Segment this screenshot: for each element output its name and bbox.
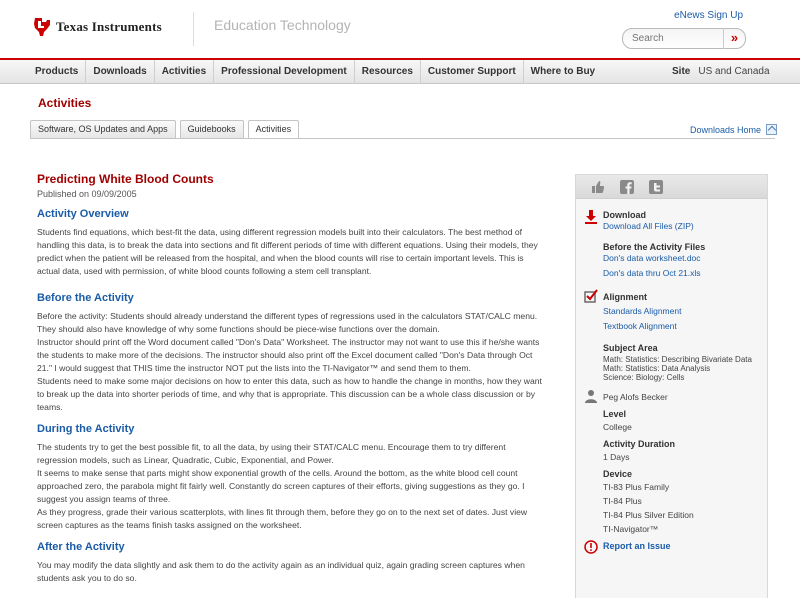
site-label: Site: [672, 66, 691, 77]
ti-logo[interactable]: [32, 16, 162, 38]
author-icon: [584, 389, 598, 403]
download-section: [576, 210, 767, 232]
subject-area-value: Math: Statistics: Describing Bivariate Data: [603, 355, 752, 364]
enews-signup-link[interactable]: eNews Sign Up: [674, 10, 743, 21]
subject-area-value: Science: Biology: Cells: [603, 373, 685, 382]
facebook-icon[interactable]: [619, 179, 634, 194]
twitter-icon[interactable]: [648, 179, 663, 194]
download-all-zip-link[interactable]: Download All Files (ZIP): [603, 221, 694, 231]
device-heading: Device: [603, 469, 633, 479]
activity-sidebar: [575, 174, 768, 598]
level-section: [576, 409, 767, 433]
author-section: [576, 391, 767, 403]
dons-data-worksheet-link[interactable]: Don's data worksheet.doc: [603, 253, 701, 263]
paragraph: You may modify the data slightly and ask them to do the activity again as an individual quiz, again grading screen captures when students ask you to do so.: [37, 560, 525, 583]
subject-area-value: Math: Statistics: Data Analysis: [603, 364, 711, 373]
report-issue-link[interactable]: Report an Issue: [603, 541, 671, 551]
download-tabs: [30, 120, 303, 139]
paragraph: As they progress, grade their various scatterplots, with lines fit through them, before they go on to the next set of dates. Just view screen captures as the teams finish tasks assigned on the worksheet.: [37, 507, 528, 530]
heading-during-activity: During the Activity: [37, 423, 135, 435]
download-icon: [584, 210, 598, 224]
nav-item-professional-development[interactable]: Professional Development: [214, 60, 355, 84]
site-value: US and Canada: [698, 66, 770, 77]
texas-logo-icon: [32, 16, 52, 38]
downloads-home-link[interactable]: [690, 124, 777, 135]
author-name: Peg Alofs Becker: [603, 392, 668, 402]
heading-before-activity: Before the Activity: [37, 292, 134, 304]
after-activity-text: [37, 559, 547, 585]
nav-item-activities[interactable]: Activities: [155, 60, 214, 84]
heading-after-activity: After the Activity: [37, 541, 125, 553]
nav-item-where-to-buy[interactable]: Where to Buy: [530, 66, 596, 77]
device-value: TI-Navigator™: [603, 524, 659, 534]
home-icon: [766, 124, 777, 135]
activity-content: [37, 172, 547, 585]
device-value: TI-84 Plus: [603, 496, 642, 506]
during-activity-text: [37, 441, 547, 532]
activity-duration-section: [576, 439, 767, 463]
tab-guidebooks[interactable]: Guidebooks: [180, 120, 244, 138]
paragraph: The students try to get the best possible fit, to all the data, by using their STAT/CALC menu. Encourage them to try different regression models, such as Linear, Quadratic, Cubic, Exponential, and Power.: [37, 442, 506, 465]
tabs-divider: [30, 138, 775, 139]
header-divider: [193, 12, 194, 46]
subject-area-section: [576, 343, 767, 382]
device-value: TI-84 Plus Silver Edition: [603, 510, 694, 520]
nav-item-customer-support[interactable]: Customer Support: [421, 60, 524, 84]
tab-software-os-updates[interactable]: Software, OS Updates and Apps: [30, 120, 176, 138]
search-box: [622, 28, 746, 49]
level-value: College: [603, 422, 632, 432]
activity-duration-value: 1 Days: [603, 452, 630, 462]
report-issue-section: [576, 541, 767, 551]
textbook-alignment-link[interactable]: Textbook Alignment: [603, 321, 677, 331]
subject-area-heading: Subject Area: [603, 343, 658, 353]
before-activity-files-heading: Before the Activity Files: [603, 242, 706, 252]
page-title: Predicting White Blood Counts: [37, 172, 214, 186]
device-section: [576, 469, 767, 535]
paragraph: Before the activity: Students should already understand the different types of regressions used in the calculators STAT/CALC menu. They should also have knowledge of why some functions should be piece-wise functions over the domain.: [37, 311, 538, 334]
alignment-section: [576, 292, 767, 332]
before-activity-files-section: [576, 242, 767, 279]
downloads-home-label: Downloads Home: [690, 124, 762, 135]
published-date: Published on 09/09/2005: [37, 189, 137, 199]
search-submit-button[interactable]: »: [723, 28, 745, 49]
heading-activity-overview: Activity Overview: [37, 208, 129, 220]
site-header: [0, 0, 800, 58]
level-heading: Level: [603, 409, 627, 419]
alignment-heading: Alignment: [603, 292, 647, 302]
standards-alignment-link[interactable]: Standards Alignment: [603, 306, 682, 316]
activity-duration-heading: Activity Duration: [603, 439, 676, 449]
nav-item-resources[interactable]: Resources: [355, 60, 421, 84]
nav-item-products[interactable]: Products: [28, 60, 86, 84]
device-value: TI-83 Plus Family: [603, 482, 670, 492]
thumbs-up-icon[interactable]: [590, 179, 605, 194]
paragraph: Students find equations, which best-fit the data, using different regression models built into their calculators. The best method of handling this data, is to break the data into sections and fit different periods of time with different equations. Using their models, they predict when the patient will be released from the hospital, and when the blood counts will rise to certain important levels. This is actual data, used with permission, of white blood counts following a stem cell transplant.: [37, 227, 538, 276]
dons-data-xls-link[interactable]: Don's data thru Oct 21.xls: [603, 268, 701, 278]
paragraph: It seems to make sense that parts might show exponential growth of the cells. Around the bottom, as the white blood cell count approached zero, the parabola might fit fairly well. Constantly do screen captures of their efforts, giving suggestions as they go. I suggest you assign teams of three.: [37, 468, 525, 504]
main-navigation: [0, 58, 800, 84]
site-selector[interactable]: [672, 60, 770, 84]
before-activity-text: [37, 310, 547, 414]
paragraph: Students need to make some major decisions on how to enter this data, such as how to handle the change in months, how they want to break up the data into shorter periods of time, and why that is appropriate. This discussion can be a whole class discussion or by teams.: [37, 376, 542, 412]
overview-text: [37, 226, 547, 278]
search-input[interactable]: [632, 32, 718, 45]
social-share-bar: [576, 175, 767, 199]
nav-item-downloads[interactable]: Downloads: [86, 60, 154, 84]
site-section-title: Education Technology: [214, 17, 351, 33]
alert-icon: [584, 540, 598, 554]
section-title: Activities: [38, 96, 92, 110]
paragraph: Instructor should print off the Word document called "Don's Data" Worksheet. The instructor may not want to use this if he/she wants the students to make more of the decisions. The instructor should also print off the Excel document called "Don's Data through Oct 21." I would suggest that THIS time the instructor NOT put the lists into the TI-Navigator™ and send them to them.: [37, 337, 540, 373]
download-heading: Download: [603, 210, 646, 220]
tab-activities[interactable]: Activities: [248, 120, 300, 139]
checkbox-icon: [584, 289, 598, 303]
brand-name: Texas Instruments: [56, 19, 162, 34]
